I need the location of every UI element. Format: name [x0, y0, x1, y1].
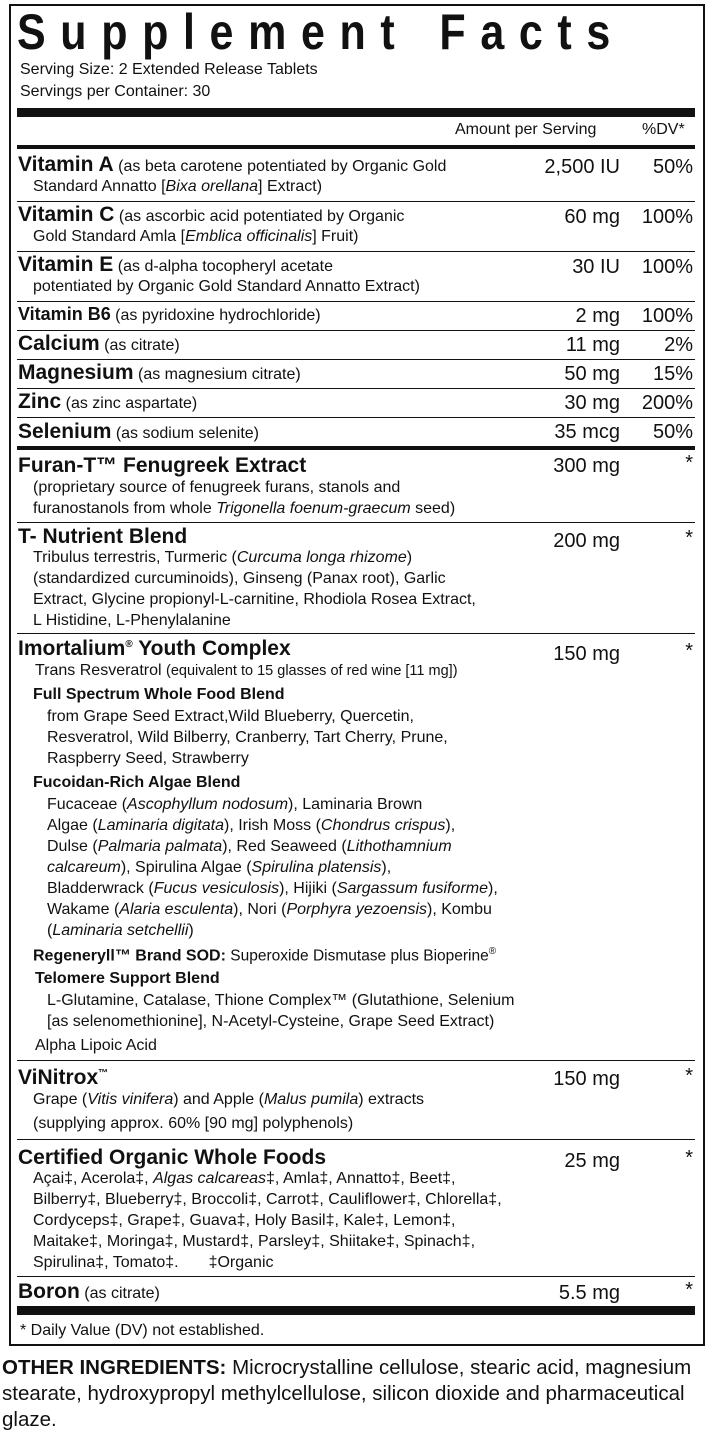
vinitrox-name: ViNitrox™ [18, 1066, 109, 1089]
organic-name: Certified Organic Whole Foods [18, 1146, 327, 1169]
vitamin-b6-amount: 2 mg [575, 305, 620, 327]
title-letter: s [586, 4, 611, 60]
other-ingredients-text: Microcrystalline cellulose, stearic acid, magnesium stearate, hydroxypropyl methylcellulose, silicon dioxide and pharmaceutical glaze. [2, 1356, 692, 1431]
fucoidan-desc-6: Wakame (Alaria esculenta), Nori (Porphyra yezoensis), Kombu [47, 901, 492, 918]
imortalium-dv: * [685, 640, 693, 662]
panel-title [17, 6, 610, 58]
vitamin-b6-row: Vitamin B6 (as pyridoxine hydrochloride) [18, 304, 321, 324]
title-letter: t [380, 4, 395, 60]
telomere-desc-2: [as selenomethionine], N-Acetyl-Cysteine, Grape Seed Extract) [47, 1013, 495, 1030]
nutrient-name: Vitamin C [18, 203, 115, 226]
organic-desc-1: Açai‡, Acerola‡, Algas calcareas‡, Amla‡, Annatto‡, Beet‡, [33, 1170, 456, 1187]
vitamin-a-dv: 50% [652, 156, 693, 178]
regeneryll-sod: Regeneryll™ Brand SOD: Superoxide Dismutase plus Bioperine® [33, 946, 497, 965]
fucoidan-title: Fucoidan-Rich Algae Blend [33, 774, 241, 791]
boron-dv: * [685, 1279, 693, 1301]
tnutrient-name: T- Nutrient Blend [18, 525, 188, 548]
nutrient-desc: (as beta carotene potentiated by Organic Gold [118, 158, 447, 175]
serving-size: Serving Size: 2 Extended Release Tablets [20, 61, 318, 78]
furan-dv: * [685, 452, 693, 474]
calcium-dv: 2% [664, 334, 693, 356]
vitamin-b6-dv: 100% [641, 305, 693, 327]
vinitrox-amount: 150 mg [553, 1068, 620, 1090]
calcium-amount: 11 mg [565, 334, 620, 356]
title-letter: p [101, 4, 128, 60]
row-divider [17, 301, 695, 302]
title-letter: a [480, 4, 505, 60]
furan-name: Furan-T™ Fenugreek Extract [18, 454, 307, 477]
vitamin-e-row [18, 253, 333, 277]
tnutrient-dv: * [685, 527, 693, 549]
tnutrient-desc-2: (standardized curcuminoids), Ginseng (Panax root), Garlic [33, 570, 446, 587]
trans-resveratrol: Trans Resveratrol (equivalent to 15 glasses of red wine [11 mg]) [35, 662, 458, 679]
vinitrox-desc-2: (supplying approx. 60% [90 mg] polyphenols) [33, 1115, 354, 1132]
vinitrox-desc-1: Grape (Vitis vinifera) and Apple (Malus pumila) extracts [33, 1091, 425, 1108]
full-spectrum-title: Full Spectrum Whole Food Blend [33, 686, 285, 703]
vitamin-a-amount: 2,500 IU [544, 156, 620, 178]
organic-amount: 25 mg [564, 1150, 620, 1172]
magnesium-amount: 50 mg [564, 363, 620, 385]
title-letter: p [142, 4, 169, 60]
dv-header: %DV* [642, 121, 685, 138]
full-spectrum-desc-2: Resveratrol, Wild Bilberry, Cranberry, Tart Cherry, Prune, [47, 729, 448, 746]
organic-desc-2: Bilberry‡, Blueberry‡, Broccoli‡, Carrot‡, Cauliflower‡, Chlorella‡, [33, 1191, 502, 1208]
row-divider [17, 201, 695, 202]
row-divider [17, 251, 695, 252]
row-divider [17, 330, 695, 331]
fucoidan-desc-5: Bladderwrack (Fucus vesiculosis), Hijiki (Sargassum fusiforme), [47, 880, 498, 897]
title-letter: t [557, 4, 572, 60]
vitamin-e-amount: 30 IU [572, 256, 620, 278]
boron-row: Boron (as citrate) [18, 1280, 160, 1303]
zinc-row: Zinc (as zinc aspartate) [18, 390, 198, 413]
furan-desc-2: furanostanols from whole Trigonella foenum-graecum seed) [33, 500, 456, 517]
title-letter: e [209, 4, 234, 60]
fucoidan-desc-3: Dulse (Palmaria palmata), Red Seaweed (Lithothamnium [47, 838, 452, 855]
fucoidan-desc-1: Fucaceae (Ascophyllum nodosum), Laminaria Brown [47, 796, 423, 813]
row-divider [17, 388, 695, 389]
imortalium-name: Imortalium® Youth Complex [18, 637, 291, 660]
row-divider [17, 522, 695, 523]
thick-divider [17, 1306, 695, 1315]
tnutrient-desc-3: Extract, Glycine propionyl-L-carnitine, Rhodiola Rosea Extract, [33, 591, 476, 608]
full-spectrum-desc-1: from Grape Seed Extract,Wild Blueberry, Quercetin, [47, 708, 414, 725]
vitamin-a-desc2: Standard Annatto [Bixa orellana] Extract) [33, 178, 323, 195]
calcium-row: Calcium (as citrate) [18, 332, 180, 355]
fucoidan-desc-2: Algae (Laminaria digitata), Irish Moss (Chondrus crispus), [47, 817, 456, 834]
vitamin-c-desc2: Gold Standard Amla [Emblica officinalis] Fruit) [33, 228, 359, 245]
nutrient-name: Vitamin E [18, 253, 114, 276]
tnutrient-desc-1: Tribulus terrestris, Turmeric (Curcuma longa rhizome) [33, 549, 413, 566]
row-divider [17, 1060, 695, 1061]
full-spectrum-desc-3: Raspberry Seed, Strawberry [47, 750, 249, 767]
fucoidan-desc-4: calcareum), Spirulina Algae (Spirulina platensis), [47, 859, 392, 876]
vitamin-c-dv: 100% [641, 206, 693, 228]
vitamin-e-dv: 100% [641, 256, 693, 278]
organic-desc-3: Cordyceps‡, Grape‡, Guava‡, Holy Basil‡, Kale‡, Lemon‡, [33, 1212, 456, 1229]
fucoidan-desc-7: (Laminaria setchellii) [47, 922, 194, 939]
furan-amount: 300 mg [553, 455, 620, 477]
alpha-lipoic-acid: Alpha Lipoic Acid [35, 1037, 157, 1054]
organic-desc-5: Spirulina‡, Tomato‡. ‡Organic [33, 1254, 274, 1271]
title-letter: n [339, 4, 366, 60]
row-divider [17, 1139, 695, 1140]
row-divider [17, 417, 695, 418]
telomere-desc-1: L-Glutamine, Catalase, Thione Complex™ (Glutathione, Selenium [47, 992, 515, 1009]
selenium-row: Selenium (as sodium selenite) [18, 420, 259, 443]
title-letter [409, 6, 424, 58]
furan-desc-1: (proprietary source of fenugreek furans, stanols and [33, 479, 401, 496]
amount-per-serving-header: Amount per Serving [455, 121, 597, 138]
imortalium-amount: 150 mg [553, 643, 620, 665]
magnesium-row: Magnesium (as magnesium citrate) [18, 361, 301, 384]
zinc-amount: 30 mg [564, 392, 620, 414]
row-divider [17, 359, 695, 360]
title-letter: u [60, 4, 87, 60]
tnutrient-amount: 200 mg [553, 530, 620, 552]
header-divider [17, 145, 695, 149]
section-divider [17, 446, 695, 450]
footnote: * Daily Value (DV) not established. [20, 1322, 265, 1339]
magnesium-dv: 15% [652, 363, 693, 385]
thick-divider [17, 108, 695, 117]
vitamin-c-row [18, 203, 404, 227]
title-letter: m [248, 4, 287, 60]
organic-dv: * [685, 1147, 693, 1169]
vitamin-c-amount: 60 mg [564, 206, 620, 228]
organic-desc-4: Maitake‡, Moringa‡, Mustard‡, Parsley‡, Shiitake‡, Spinach‡, [33, 1233, 476, 1250]
other-ingredients-label: OTHER INGREDIENTS: [2, 1356, 227, 1379]
servings-per-container: Servings per Container: 30 [20, 83, 211, 100]
boron-amount: 5.5 mg [558, 1282, 620, 1304]
selenium-dv: 50% [652, 421, 693, 443]
title-letter: e [300, 4, 325, 60]
row-divider [17, 633, 695, 634]
row-divider [17, 1276, 695, 1277]
vinitrox-dv: * [685, 1065, 693, 1087]
other-ingredients [2, 1355, 714, 1433]
telomere-title: Telomere Support Blend [35, 970, 220, 987]
title-letter: F [439, 4, 466, 60]
tnutrient-desc-4: L Histidine, L-Phenylalanine [33, 612, 231, 629]
vitamin-e-desc2: potentiated by Organic Gold Standard Annatto Extract) [33, 278, 420, 295]
title-letter: S [17, 4, 46, 60]
nutrient-name: Vitamin A [18, 153, 114, 176]
nutrient-desc: (as d-alpha tocopheryl acetate [117, 258, 334, 275]
selenium-amount: 35 mcg [554, 421, 620, 443]
vitamin-a-row [18, 153, 446, 177]
nutrient-desc: (as ascorbic acid potentiated by Organic [118, 208, 405, 225]
zinc-dv: 200% [641, 392, 693, 414]
title-letter: l [182, 4, 195, 60]
title-letter: c [518, 4, 543, 60]
